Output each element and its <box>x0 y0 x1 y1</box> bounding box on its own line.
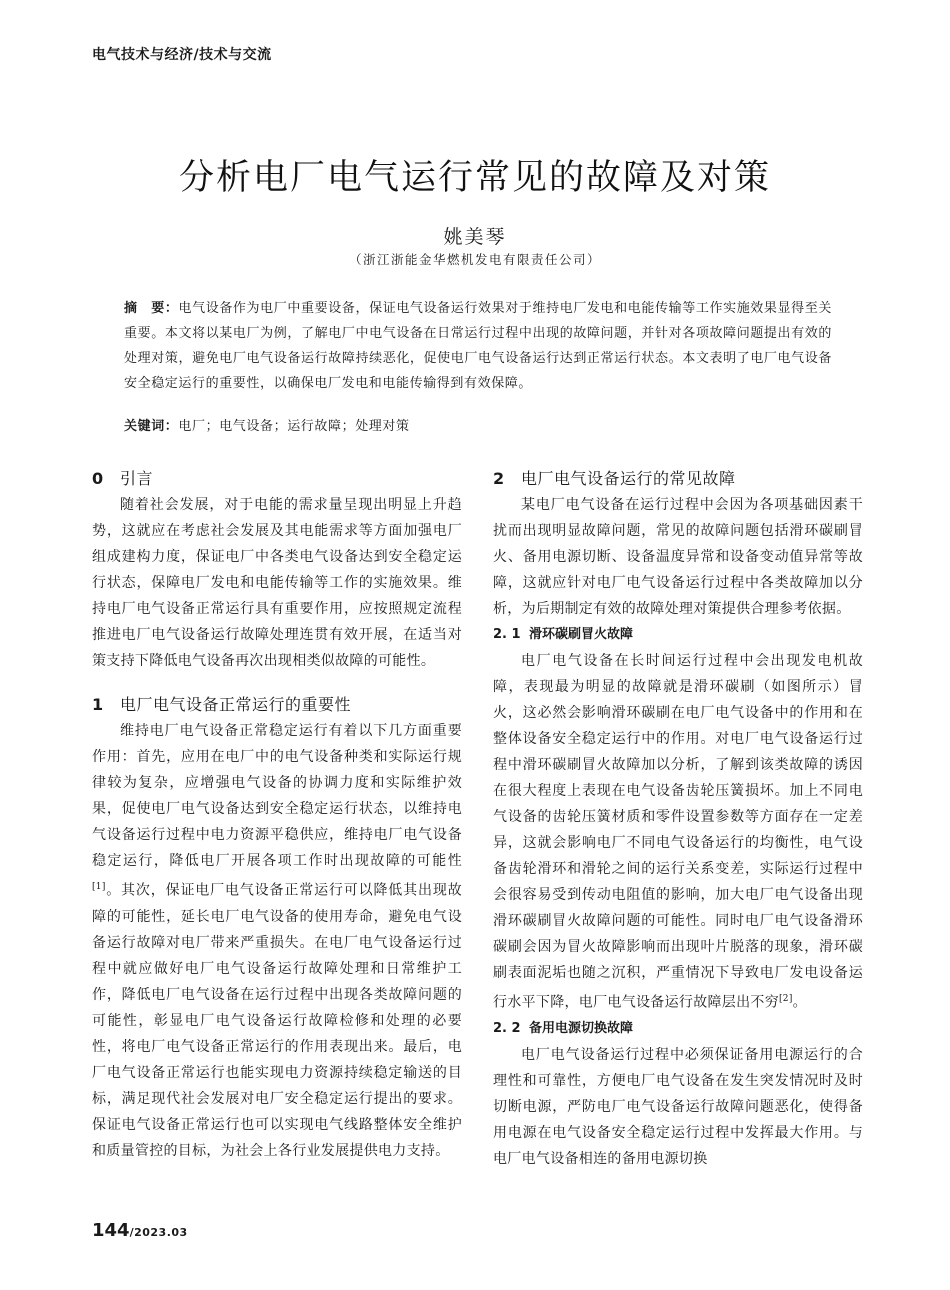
subsection-2-2-paragraph: 电厂电气设备运行过程中必须保证备用电源运行的合理性和可靠性，方便电厂电气设备在发生突发情况时及时切断电源，严防电厂电气设备运行故障问题恶化，使得备用电源在电气设备安全稳定运行过程中发挥最大作用。与电厂电气设备相连的备用电源切换 <box>493 1046 863 1167</box>
keywords-text: 电厂；电气设备；运行故障；处理对策 <box>178 419 410 434</box>
author-affiliation: （浙江浙能金华燃机发电有限责任公司） <box>348 252 601 267</box>
citation-1: [1] <box>92 882 106 892</box>
subsection-2-1-heading <box>493 622 863 648</box>
section-2-title: 电厂电气设备运行的常见故障 <box>521 469 736 488</box>
section-0-heading <box>92 466 462 492</box>
subsection-2-2-title: 备用电源切换故障 <box>529 1020 634 1036</box>
section-1-title: 电厂电气设备正常运行的重要性 <box>120 695 352 714</box>
abstract-text: 电气设备作为电厂中重要设备，保证电气设备运行效果对于维持电厂发电和电能传输等工作实施效果显得至关重要。本文将以某电厂为例，了解电厂中电气设备在日常运行过程中出现的故障问题，并针对各项故障问题提出有效的处理对策，避免电厂电气设备运行故障持续恶化，促使电厂电气设备运行达到正常运行状态。本文表明了电厂电气设备安全稳定运行的重要性，以确保电厂发电和电能传输得到有效保障。 <box>124 301 832 391</box>
section-0-title: 引言 <box>120 469 154 488</box>
left-column <box>92 466 462 1164</box>
journal-header: 电气技术与经济/技术与交流 <box>92 47 272 63</box>
article-title: 分析电厂电气运行常见的故障及对策 <box>178 158 771 198</box>
keywords <box>124 416 832 438</box>
section-2-paragraph: 某电厂电气设备在运行过程中会因为各项基础因素干扰而出现明显故障问题，常见的故障问题包括滑环碳刷冒火、备用电源切断、设备温度异常和设备变动值异常等故障，这就应针对电厂电气设备运行过程中各类故障加以分析，为后期制定有效的故障处理对策提供合理参考依据。 <box>493 497 863 617</box>
abstract-label: 摘 要： <box>124 301 179 316</box>
section-2-number: 2 <box>493 469 505 488</box>
subsection-2-2-heading <box>493 1016 863 1042</box>
section-1-number: 1 <box>92 695 104 714</box>
subsection-2-2-number: 2. 2 <box>493 1020 521 1036</box>
right-column <box>493 466 863 1172</box>
page-number: 144 <box>92 1220 130 1241</box>
subsection-2-1-text-b: 。 <box>792 994 807 1011</box>
subsection-2-1-number: 2. 1 <box>493 627 521 642</box>
author-name: 姚美琴 <box>443 226 507 248</box>
subsection-2-1-title: 滑环碳刷冒火故障 <box>529 627 634 642</box>
keywords-label: 关键词： <box>124 419 179 434</box>
section-1-paragraph <box>92 718 462 1164</box>
subsection-2-1-text-a: 电厂电气设备在长时间运行过程中会出现发电机故障，表现最为明显的故障就是滑环碳刷（如图所示）冒火，这必然会影响滑环碳刷在电厂电气设备中的作用和在整体设备安全稳定运行中的作用。对电厂电气设备运行过程中滑环碳刷冒火故障加以分析，了解到该类故障的诱因在很大程度上表现在电气设备齿轮压簧损坏。加上不同电气设备的齿轮压簧材质和零件设置参数等方面存在一定差异，这就会影响电厂不同电气设备运行的均衡性，电气设备齿轮滑环和滑轮之间的运行关系变差，实际运行过程中会很容易受到传动电阻值的影响，加大电厂电气设备出现滑环碳刷冒火故障问题的可能性。同时电厂电气设备滑环碳刷会因为冒火故障影响而出现叶片脱落的现象，滑环碳刷表面泥垢也随之沉积，严重情况下导致电厂发电设备运行水平下降，电厂电气设备运行故障层出不穷 <box>493 653 863 1011</box>
abstract <box>124 296 832 396</box>
page-footer <box>92 1220 188 1241</box>
section-2-heading <box>493 466 863 492</box>
section-1-text-a: 维持电厂电气设备正常稳定运行有着以下几方面重要作用：首先，应用在电厂中的电气设备种类和实际运行规律较为复杂，应增强电气设备的协调力度和实际维护效果，促使电厂电气设备达到安全稳定运行状态，以维持电气设备运行过程中电力资源平稳供应，维持电厂电气设备稳定运行，降低电厂开展各项工作时出现故障的可能性 <box>92 723 462 869</box>
citation-2: [2] <box>779 994 793 1004</box>
section-0-number: 0 <box>92 469 104 488</box>
section-1-text-b: 。其次，保证电厂电气设备正常运行可以降低其出现故障的可能性，延长电厂电气设备的使用寿命，避免电气设备运行故障对电厂带来严重损失。在电厂电气设备运行过程中就应做好电厂电气设备运行故障处理和日常维护工作，降低电厂电气设备在运行过程中出现各类故障问题的可能性，彰显电厂电气设备运行故障检修和处理的必要性，将电厂电气设备正常运行的作用表现出来。最后，电厂电气设备正常运行也能实现电力资源持续稳定输送的目标，满足现代社会发展对电厂安全稳定运行提出的要求。保证电气设备正常运行也可以实现电气线路整体安全维护和质量管控的目标，为社会上各行业发展提供电力支持。 <box>92 882 462 1159</box>
subsection-2-1-paragraph <box>493 648 863 1016</box>
section-0-paragraph: 随着社会发展，对于电能的需求量呈现出明显上升趋势，这就应在考虑社会发展及其电能需求等方面加强电厂组成建构力度，保证电厂中各类电气设备达到安全稳定运行状态，保障电厂发电和电能传输等工作的实施效果。维持电厂电气设备正常运行具有重要作用，应按照规定流程推进电厂电气设备运行故障处理连贯有效开展，在适当对策支持下降低电气设备再次出现相类似故障的可能性。 <box>92 497 462 669</box>
issue-number: /2023.03 <box>129 1226 188 1239</box>
section-1-heading <box>92 692 462 718</box>
